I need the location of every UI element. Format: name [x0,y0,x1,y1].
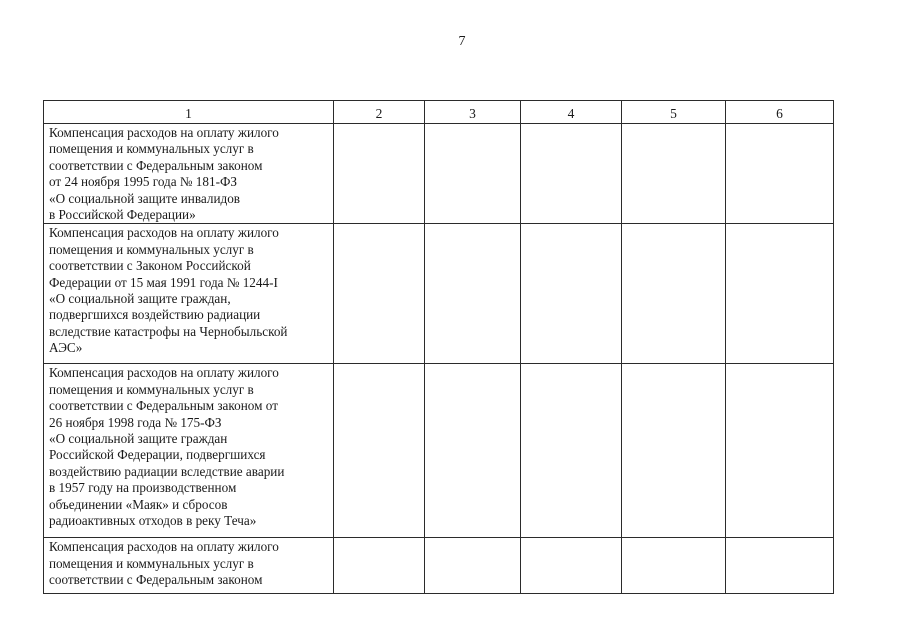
table-cell [521,538,622,594]
table-header-row [44,101,834,124]
column-header: 3 [425,101,521,124]
table-cell [334,538,425,594]
table-row [44,538,834,594]
row-description: Компенсация расходов на оплату жилого помещения и коммунальных услуг в соответствии с Федеральным законом от 24 ноября 1995 года № 181-ФЗ «О социальной защите инвалидов в Российской Федерации» [44,124,334,224]
row-description: Компенсация расходов на оплату жилого помещения и коммунальных услуг в соответствии с Законом Российской Федерации от 15 мая 1991 года № 1244-I «О социальной защите граждан, подвергшихся воздействию радиации вследствие катастрофы на Чернобыльской АЭС» [44,224,334,364]
table-cell [726,538,834,594]
table-cell [521,124,622,224]
row-description: Компенсация расходов на оплату жилого помещения и коммунальных услуг в соответствии с Федеральным законом от 26 ноября 1998 года № 175-ФЗ «О социальной защите граждан Российской Федерации, подвергшихся воздействию радиации вследствие аварии в 1957 году на производственном объединении «Маяк» и сбросов радиоактивных отходов в реку Теча» [44,364,334,538]
column-header: 1 [44,101,334,124]
table-cell [622,224,726,364]
row-description: Компенсация расходов на оплату жилого помещения и коммунальных услуг в соответствии с Федеральным законом [44,538,334,594]
column-header: 2 [334,101,425,124]
table-cell [521,364,622,538]
table-cell [425,364,521,538]
table-cell [622,364,726,538]
table-cell [622,538,726,594]
table-row [44,364,834,538]
table-cell [334,124,425,224]
table-cell [334,224,425,364]
table-row [44,224,834,364]
table-cell [622,124,726,224]
column-header: 4 [521,101,622,124]
table-cell [425,538,521,594]
table-cell [726,364,834,538]
compensation-table [43,100,834,594]
page-number: 7 [458,34,466,49]
table-cell [521,224,622,364]
table-cell [425,224,521,364]
table-cell [334,364,425,538]
table-cell [726,224,834,364]
table-cell [425,124,521,224]
table-cell [726,124,834,224]
column-header: 5 [622,101,726,124]
table-row [44,124,834,224]
column-header: 6 [726,101,834,124]
